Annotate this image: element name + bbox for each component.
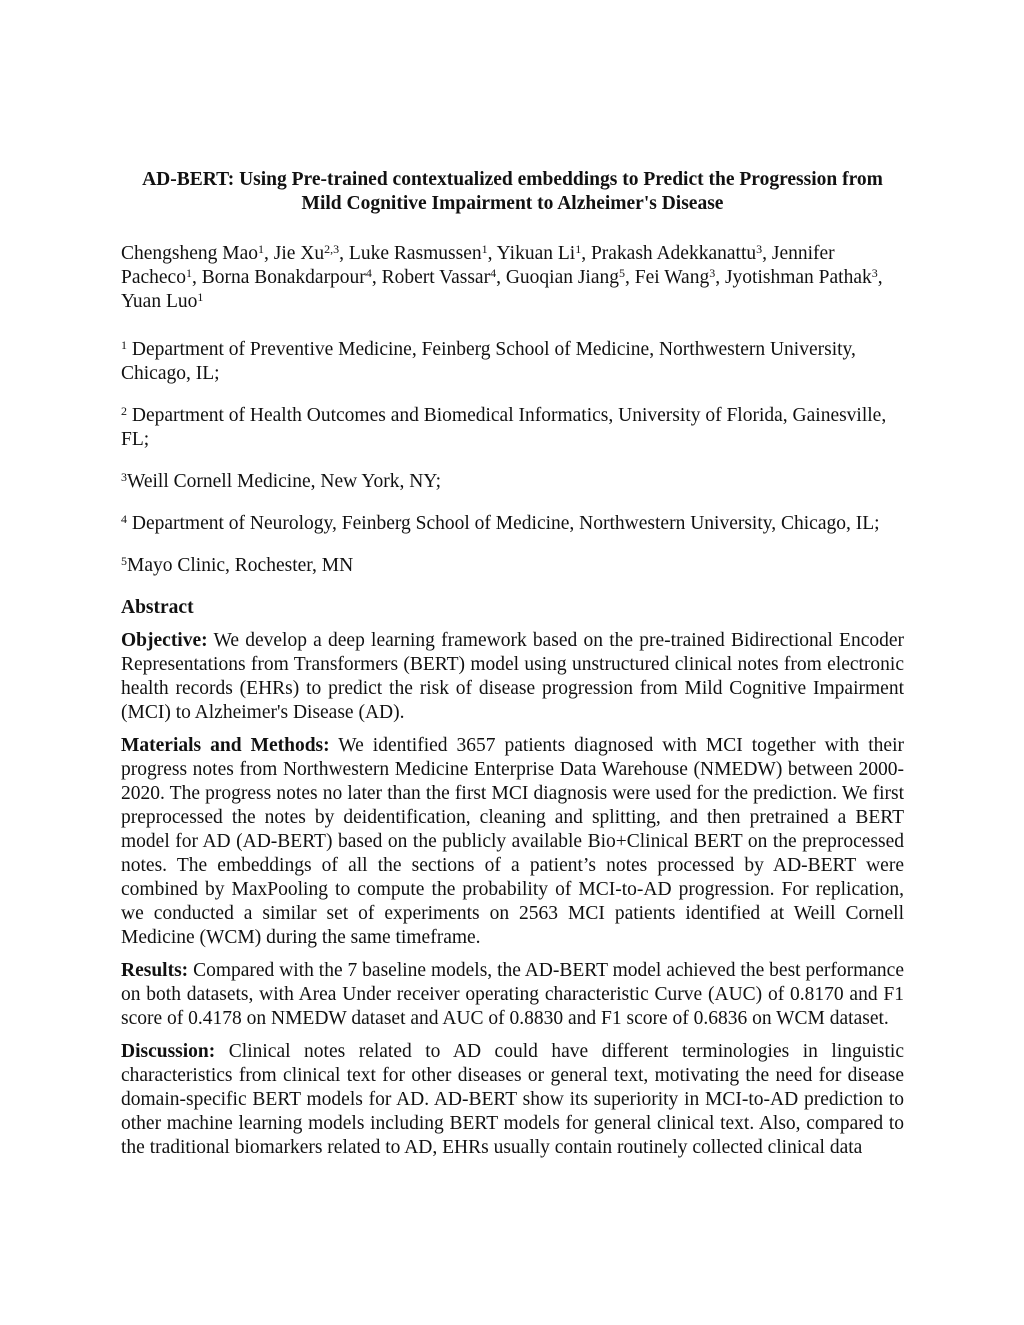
author-affiliation-number: 1	[258, 241, 265, 256]
author	[121, 243, 264, 264]
author-affiliation-number: 4	[365, 265, 372, 280]
affiliation-text: Department of Neurology, Feinberg School of Medicine, Northwestern University, Chicago, IL;	[127, 513, 880, 534]
affiliation-text: Department of Health Outcomes and Biomedical Informatics, University of Florida, Gainesville, FL;	[121, 405, 887, 450]
affiliation	[121, 554, 904, 578]
author-affiliation-number: 3	[709, 265, 716, 280]
affiliation-text: Department of Preventive Medicine, Feinberg School of Medicine, Northwestern University, Chicago, IL;	[121, 339, 856, 384]
author	[382, 267, 497, 288]
author-name: Jyotishman Pathak	[724, 267, 872, 288]
author-name: Luke Rasmussen	[348, 243, 482, 264]
author-affiliation-number: 1	[575, 241, 582, 256]
author-affiliation-number: 2,3	[324, 241, 340, 256]
affiliation	[121, 338, 904, 386]
author-name: Prakash Adekkanattu	[590, 243, 757, 264]
author-affiliation-number: 5	[619, 265, 626, 280]
affiliation-number: 4	[121, 511, 127, 526]
author-affiliation-number: 1	[197, 289, 204, 304]
author-affiliation-number: 4	[490, 265, 497, 280]
affiliation-number: 1	[121, 337, 127, 352]
affiliation	[121, 470, 904, 494]
author	[497, 243, 582, 264]
results-label: Results:	[121, 960, 189, 981]
paper-title	[121, 168, 904, 216]
author-list: Chengsheng Mao$^1$, Jie Xu$^{2,3}$, Luke Rasmussen$^1$, Yikuan Li$^1$, Prakash Adekkanattu$^3$, Jennifer Pacheco$^1$, Borna Bonakdarpour$^4$, Robert Vassar$^4$, Guoqian Jiang$^5$, Fei Wang$^3$, Jyotishman Pathak$^3$, Yuan Luo$^1$	[121, 241, 883, 312]
author	[121, 291, 203, 312]
paper-title-line-2: Mild Cognitive Impairment to Alzheimer's Disease	[301, 193, 724, 214]
discussion-label: Discussion:	[121, 1041, 216, 1062]
author-affiliation-number: 3	[756, 241, 763, 256]
affiliation-text: Mayo Clinic, Rochester, MN	[127, 555, 354, 576]
objective-label: Objective:	[121, 630, 208, 651]
abstract-discussion	[121, 1040, 904, 1160]
author	[349, 243, 488, 264]
author	[274, 243, 339, 264]
affiliation-number: 5	[121, 553, 127, 568]
author-affiliation-number: 1	[481, 241, 488, 256]
affiliation-text: Weill Cornell Medicine, New York, NY;	[127, 471, 442, 492]
author-affiliation-number: 3	[871, 265, 878, 280]
affiliation-number: 3	[121, 469, 127, 484]
author	[725, 267, 878, 288]
abstract-methods	[121, 734, 904, 950]
author	[635, 267, 715, 288]
affiliation-number: 2	[121, 403, 127, 418]
author-name: Jennifer Pacheco	[121, 243, 835, 288]
author-name: Chengsheng Mao	[121, 243, 259, 264]
affiliation	[121, 512, 904, 536]
abstract-objective	[121, 629, 904, 725]
discussion-text: Clinical notes related to AD could have different terminologies in linguistic characteristics from clinical text for other diseases or general text, motivating the need for disease domain-specific BERT models for AD. AD-BERT show its superiority in MCI-to-AD prediction to other machine learning models including BERT models for general clinical text. Also, compared to the traditional biomarkers related to AD, EHRs usually contain routinely collected clinical data	[121, 1041, 904, 1158]
author	[202, 267, 372, 288]
author-name: Fei Wang	[634, 267, 710, 288]
results-text: Compared with the 7 baseline models, the AD-BERT model achieved the best performance on both datasets, with Area Under receiver operating characteristic Curve (AUC) of 0.8170 and F1 score of 0.4178 on NMEDW dataset and AUC of 0.8830 and F1 score of 0.6836 on WCM dataset.	[121, 960, 904, 1029]
abstract-heading: Abstract	[121, 597, 194, 618]
author-name: Yuan Luo	[121, 291, 198, 312]
author-name: Yikuan Li	[496, 243, 576, 264]
author-name: Robert Vassar	[381, 267, 491, 288]
author-name: Guoqian Jiang	[505, 267, 620, 288]
methods-label: Materials and Methods:	[121, 735, 330, 756]
abstract-results	[121, 959, 904, 1031]
author-name: Jie Xu	[273, 243, 325, 264]
methods-text: We identified 3657 patients diagnosed with MCI together with their progress notes from Northwestern Medicine Enterprise Data Warehouse (NMEDW) between 2000-2020. The progress notes no later than the first MCI diagnosis were used for the prediction. We first preprocessed the notes by deidentification, cleaning and splitting, and then pretrained a BERT model for AD (AD-BERT) based on the publicly available Bio+Clinical BERT on the preprocessed notes. The embeddings of all the sections of a patient’s notes processed by AD-BERT were combined by MaxPooling to compute the probability of MCI-to-AD progression. For replication, we conducted a similar set of experiments on 2563 MCI patients identified at Weill Cornell Medicine (WCM) during the same timeframe.	[121, 735, 905, 948]
author-affiliation-number: 1	[185, 265, 192, 280]
affiliation-list	[121, 338, 904, 578]
author	[591, 243, 762, 264]
affiliation	[121, 404, 904, 452]
author-name: Borna Bonakdarpour	[201, 267, 366, 288]
author	[506, 267, 625, 288]
paper-page	[121, 168, 904, 1169]
paper-title-line-1: AD-BERT: Using Pre-trained contextualized embeddings to Predict the Progression from	[142, 169, 883, 190]
objective-text: We develop a deep learning framework based on the pre-trained Bidirectional Encoder Representations from Transformers (BERT) model using unstructured clinical notes from electronic health records (EHRs) to predict the risk of disease progression from Mild Cognitive Impairment (MCI) to Alzheimer's Disease (AD).	[121, 630, 904, 723]
